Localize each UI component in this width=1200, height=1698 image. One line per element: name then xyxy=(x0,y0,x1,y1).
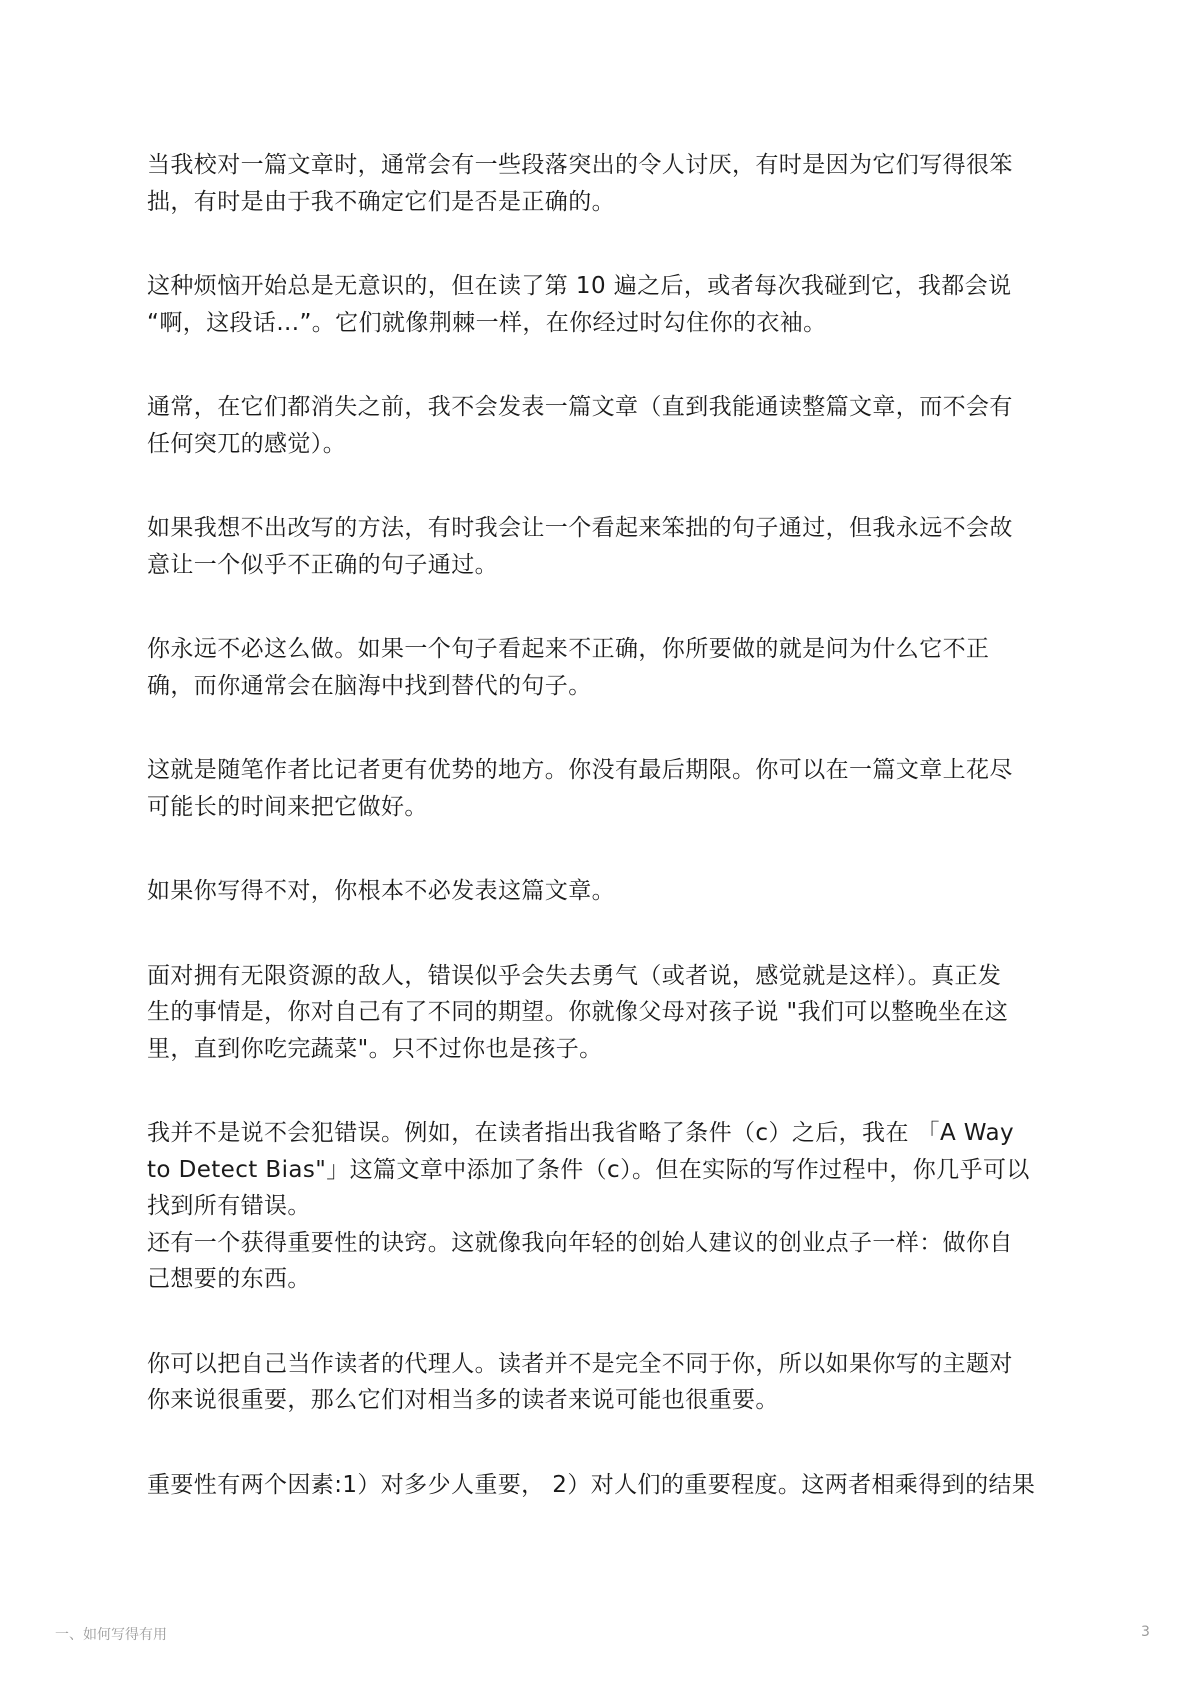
paragraph-line: 找到所有错误。 xyxy=(147,1193,311,1219)
footer-page-number: 3 xyxy=(1141,1624,1150,1640)
paragraph-line: 如果我想不出改写的方法，有时我会让一个看起来笨拙的句子通过，但我永远不会故 xyxy=(147,515,1013,541)
paragraph-line: 这就是随笔作者比记者更有优势的地方。你没有最后期限。你可以在一篇文章上花尽 xyxy=(147,757,1013,783)
footer-section-title: 一、如何写得有用 xyxy=(55,1627,167,1643)
paragraph-line: 里，直到你吃完蔬菜"。只不过你也是孩子。 xyxy=(147,1035,603,1062)
paragraph-line: 你永远不必这么做。如果一个句子看起来不正确，你所要做的就是问为什么它不正 xyxy=(147,636,990,662)
paragraph-line: 面对拥有无限资源的敌人，错误似乎会失去勇气（或者说，感觉就是这样）。真正发 xyxy=(147,962,1002,989)
paragraph-line: 当我校对一篇文章时，通常会有一些段落突出的令人讨厌，有时是因为它们写得很笨 xyxy=(147,152,1013,178)
paragraph-line: 生的事情是，你对自己有了不同的期望。你就像父母对孩子说 "我们可以整晚坐在这 xyxy=(147,999,1009,1025)
paragraph xyxy=(147,958,1077,1068)
paragraph-line: 还有一个获得重要性的诀窍。这就像我向年轻的创始人建议的创业点子一样：做你自 xyxy=(147,1229,1013,1256)
paragraph xyxy=(147,752,1077,825)
paragraph-line: 重要性有两个因素:1）对多少人重要， 2）对人们的重要程度。这两者相乘得到的结果 xyxy=(147,1471,1036,1498)
paragraph-line: 通常，在它们都消失之前，我不会发表一篇文章（直到我能通读整篇文章，而不会有 xyxy=(147,394,1013,420)
paragraph-line: 己想要的东西。 xyxy=(147,1266,311,1292)
paragraph-line: 任何突兀的感觉）。 xyxy=(147,430,347,457)
paragraph-line: 我并不是说不会犯错误。例如，在读者指出我省略了条件（c）之后，我在 「A Way xyxy=(147,1120,1014,1146)
paragraph-line: 可能长的时间来把它做好。 xyxy=(147,793,428,820)
paragraph xyxy=(147,1346,1077,1419)
paragraph xyxy=(147,268,1077,341)
paragraph xyxy=(147,389,1077,462)
paragraph xyxy=(147,631,1077,704)
paragraph-line: 你来说很重要，那么它们对相当多的读者来说可能也很重要。 xyxy=(147,1387,779,1413)
document-body xyxy=(147,147,1077,1551)
paragraph xyxy=(147,147,1077,220)
paragraph-line: 你可以把自己当作读者的代理人。读者并不是完全不同于你，所以如果你写的主题对 xyxy=(147,1350,1013,1377)
paragraph-line: to Detect Bias"」这篇文章中添加了条件（c）。但在实际的写作过程中，你几乎可以 xyxy=(147,1156,1030,1183)
paragraph-line: 这种烦恼开始总是无意识的，但在读了第 10 遍之后，或者每次我碰到它，我都会说 xyxy=(147,273,1012,299)
paragraph-line: 确，而你通常会在脑海中找到替代的句子。 xyxy=(147,672,592,699)
paragraph xyxy=(147,1467,1077,1504)
paragraph xyxy=(147,1115,1077,1298)
paragraph-line: 如果你写得不对，你根本不必发表这篇文章。 xyxy=(147,878,615,904)
paragraph xyxy=(147,873,1077,910)
paragraph-line: “啊，这段话...”。它们就像荆棘一样，在你经过时勾住你的衣袖。 xyxy=(147,309,827,336)
paragraph-line: 意让一个似乎不正确的句子通过。 xyxy=(147,551,498,578)
paragraph xyxy=(147,510,1077,583)
paragraph-line: 拙，有时是由于我不确定它们是否是正确的。 xyxy=(147,188,615,215)
